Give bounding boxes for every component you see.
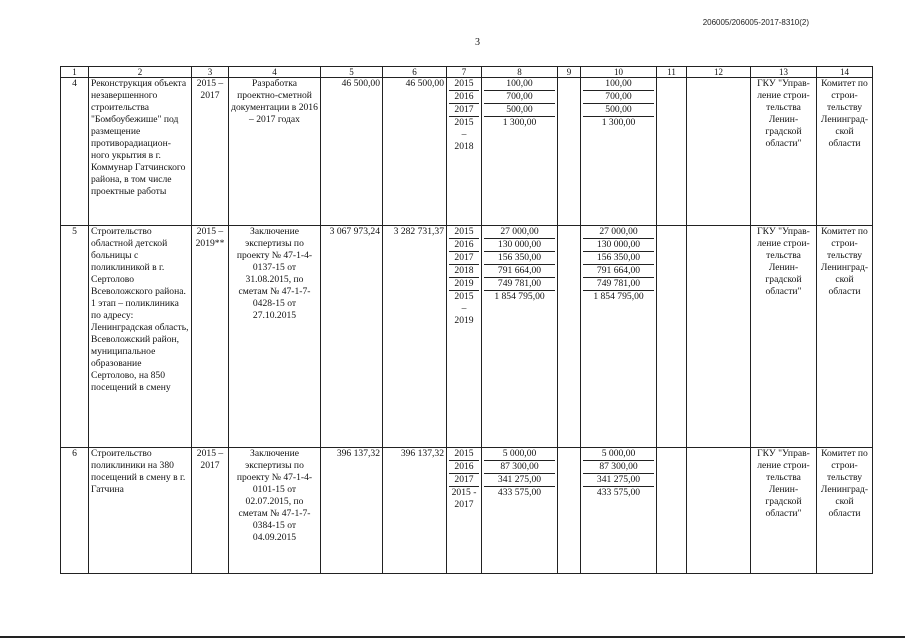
executor: ГКУ "Управ-ление строи-тельства Ленин-градской области" bbox=[751, 448, 817, 574]
header-cell: 12 bbox=[687, 67, 751, 78]
amount-cell: 1 854 795,00 bbox=[593, 291, 644, 302]
year-cell: 2016 bbox=[449, 461, 479, 474]
empty-cell bbox=[657, 448, 687, 574]
header-cell: 6 bbox=[383, 67, 447, 78]
amount-cell: 749 781,00 bbox=[484, 278, 555, 291]
period: 2015 – 2019** bbox=[192, 226, 229, 448]
amount-cell: 700,00 bbox=[583, 91, 654, 104]
executor: ГКУ "Управ-ление строи-тельства Ленин-градской области" bbox=[751, 78, 817, 226]
amount-cell: 130 000,00 bbox=[583, 239, 654, 252]
table-row bbox=[61, 448, 873, 574]
basis: Заключение экспертизы по проекту № 47-1-4-0101-15 от 02.07.2015, по сметам № 47-1-7-0384-15 от 04.09.2015 bbox=[229, 448, 321, 574]
year-cell: 2015 - 2017 bbox=[451, 487, 477, 510]
year-cell: 2017 bbox=[449, 252, 479, 265]
empty-cell bbox=[687, 78, 751, 226]
year-cell: 2015 – 2018 bbox=[454, 117, 474, 152]
header-cell: 1 bbox=[61, 67, 89, 78]
amounts-column bbox=[581, 448, 657, 574]
years-column bbox=[447, 78, 482, 226]
amount-cell: 27 000,00 bbox=[484, 226, 555, 239]
header-cell: 8 bbox=[482, 67, 558, 78]
amounts-column bbox=[482, 226, 558, 448]
amount-cell: 791 664,00 bbox=[583, 265, 654, 278]
header-cell: 10 bbox=[581, 67, 657, 78]
customer: Комитет по строи-тельству Ленинград-ской области bbox=[817, 226, 873, 448]
amount-cell: 87 300,00 bbox=[484, 461, 555, 474]
customer: Комитет по строи-тельству Ленинград-ской области bbox=[817, 448, 873, 574]
year-cell: 2019 bbox=[449, 278, 479, 291]
amount-cell: 27 000,00 bbox=[583, 226, 654, 239]
col6-value: 3 282 731,37 bbox=[383, 226, 447, 448]
year-cell: 2015 bbox=[449, 226, 479, 239]
amounts-column bbox=[581, 226, 657, 448]
year-cell: 2015 – 2019 bbox=[454, 291, 474, 326]
customer: Комитет по строи-тельству Ленинград-ской области bbox=[817, 78, 873, 226]
period: 2015 – 2017 bbox=[192, 448, 229, 574]
amount-cell: 500,00 bbox=[583, 104, 654, 117]
col5-value: 396 137,32 bbox=[321, 448, 383, 574]
amount-cell: 433 575,00 bbox=[596, 487, 641, 498]
year-cell: 2016 bbox=[449, 91, 479, 104]
empty-cell bbox=[558, 226, 581, 448]
amount-cell: 130 000,00 bbox=[484, 239, 555, 252]
header-cell: 5 bbox=[321, 67, 383, 78]
col5-value: 3 067 973,24 bbox=[321, 226, 383, 448]
year-cell: 2016 bbox=[449, 239, 479, 252]
page-bottom-edge bbox=[0, 636, 905, 638]
object-name: Строительство поликлиники на 380 посещений в смену в г. Гатчина bbox=[89, 448, 192, 574]
amount-cell: 87 300,00 bbox=[583, 461, 654, 474]
object-name: Строительство областной детской больницы с поликлиникой в г. Сертолово Всеволожского района. 1 этап – поликлиника по адресу: Ленинградская область, Всеволожский район, муниципальное образование Сертолово, на 850 посещений в смену bbox=[89, 226, 192, 448]
header-cell: 7 bbox=[447, 67, 482, 78]
period: 2015 – 2017 bbox=[192, 78, 229, 226]
amount-cell: 341 275,00 bbox=[484, 474, 555, 487]
amounts-column bbox=[581, 78, 657, 226]
program-table bbox=[60, 66, 873, 574]
amount-cell: 5 000,00 bbox=[583, 448, 654, 461]
col5-value: 46 500,00 bbox=[321, 78, 383, 226]
amount-cell: 791 664,00 bbox=[484, 265, 555, 278]
amount-cell: 1 854 795,00 bbox=[494, 291, 545, 302]
page-number: 3 bbox=[475, 37, 480, 48]
amount-cell: 100,00 bbox=[484, 78, 555, 91]
empty-cell bbox=[657, 78, 687, 226]
header-cell: 2 bbox=[89, 67, 192, 78]
year-cell: 2015 bbox=[449, 448, 479, 461]
amounts-column bbox=[482, 448, 558, 574]
empty-cell bbox=[687, 448, 751, 574]
year-cell: 2018 bbox=[449, 265, 479, 278]
amounts-column bbox=[482, 78, 558, 226]
amount-cell: 156 350,00 bbox=[484, 252, 555, 265]
amount-cell: 500,00 bbox=[484, 104, 555, 117]
header-cell: 3 bbox=[192, 67, 229, 78]
years-column bbox=[447, 448, 482, 574]
empty-cell bbox=[687, 226, 751, 448]
amount-cell: 100,00 bbox=[583, 78, 654, 91]
amount-cell: 156 350,00 bbox=[583, 252, 654, 265]
col6-value: 396 137,32 bbox=[383, 448, 447, 574]
header-row bbox=[61, 67, 873, 78]
amount-cell: 700,00 bbox=[484, 91, 555, 104]
empty-cell bbox=[558, 78, 581, 226]
col6-value: 46 500,00 bbox=[383, 78, 447, 226]
row-number: 5 bbox=[61, 226, 89, 448]
amount-cell: 749 781,00 bbox=[583, 278, 654, 291]
row-number: 6 bbox=[61, 448, 89, 574]
object-name: Реконструкция объекта незавершенного строительства "Бомбоубежише" под размещение противорадиацион-ного укрытия в г. Коммунар Гатчинского района, в том числе проектные работы bbox=[89, 78, 192, 226]
document-number: 206005/206005-2017-8310(2) bbox=[702, 18, 809, 27]
header-cell: 9 bbox=[558, 67, 581, 78]
table-row bbox=[61, 226, 873, 448]
years-column bbox=[447, 226, 482, 448]
amount-cell: 341 275,00 bbox=[583, 474, 654, 487]
year-cell: 2017 bbox=[449, 104, 479, 117]
header-cell: 13 bbox=[751, 67, 817, 78]
row-number: 4 bbox=[61, 78, 89, 226]
empty-cell bbox=[657, 226, 687, 448]
amount-cell: 1 300,00 bbox=[601, 117, 636, 128]
table-row bbox=[61, 78, 873, 226]
empty-cell bbox=[558, 448, 581, 574]
header-cell: 4 bbox=[229, 67, 321, 78]
executor: ГКУ "Управ-ление строи-тельства Ленин-градской области" bbox=[751, 226, 817, 448]
amount-cell: 433 575,00 bbox=[497, 487, 542, 498]
amount-cell: 1 300,00 bbox=[502, 117, 537, 128]
basis: Заключение экспертизы по проекту № 47-1-4-0137-15 от 31.08.2015, по сметам № 47-1-7-0428-15 от 27.10.2015 bbox=[229, 226, 321, 448]
header-cell: 14 bbox=[817, 67, 873, 78]
year-cell: 2017 bbox=[449, 474, 479, 487]
header-cell: 11 bbox=[657, 67, 687, 78]
year-cell: 2015 bbox=[449, 78, 479, 91]
basis: Разработка проектно-сметной документации в 2016 – 2017 годах bbox=[229, 78, 321, 226]
amount-cell: 5 000,00 bbox=[484, 448, 555, 461]
